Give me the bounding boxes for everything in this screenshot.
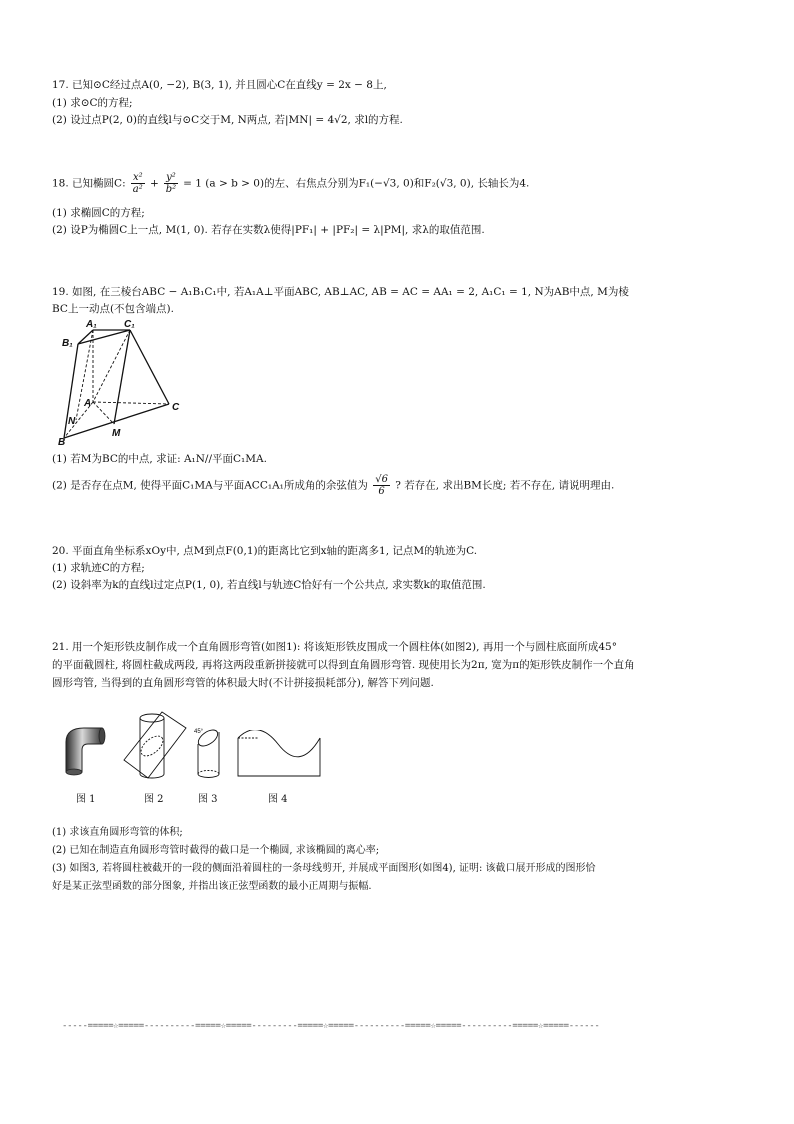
- frac-num: √6: [375, 474, 388, 485]
- q18-frac-x: [131, 172, 145, 195]
- q17-part2: (2) 设过点P(2, 0)的直线l与⊙C交于M, N两点, 若|MN| = 4√2, 求l的方程.: [52, 114, 403, 126]
- figure1-elbow-pipe: [60, 722, 106, 776]
- q21-stem-line1: 21. 用一个矩形铁皮制作成一个直角圆形弯管(如图1): 将该矩形铁皮围成一个圆柱体(如图2), 再用一个与圆柱底面所成45°: [52, 641, 617, 653]
- q18-stem: [52, 172, 529, 195]
- q20-stem: 20. 平面直角坐标系xOy中, 点M到点F(0,1)的距离比它到x轴的距离多1, 记点M的轨迹为C.: [52, 545, 478, 557]
- q18-part1: (1) 求椭圆C的方程;: [52, 207, 145, 219]
- label-c: C: [172, 402, 180, 413]
- label-c1: C₁: [124, 319, 135, 330]
- rectangle-sides: [238, 738, 320, 776]
- figure2-cut-cylinder: [122, 708, 188, 784]
- q21-stem-line2: 的平面截圆柱, 将圆柱截成两段, 再将这两段重新拼接就可以得到直角圆形弯管. 现使用长为2π, 宽为π的矩形铁皮制作一个直角: [52, 659, 635, 671]
- q19-stem-line1: 19. 如图, 在三棱台ABC − A₁B₁C₁中, 若A₁A⊥平面ABC, AB⊥AC, AB = AC = AA₁ = 2, A₁C₁ = 1, N为AB中点, M为棱: [52, 286, 629, 298]
- label-b1: B₁: [62, 338, 73, 349]
- frac-den: a²: [132, 184, 143, 195]
- label-b: B: [58, 437, 66, 446]
- q18-frac-y: [164, 172, 178, 195]
- q17-part1: (1) 求⊙C的方程;: [52, 97, 133, 109]
- base-back: [198, 771, 219, 775]
- q20-part2: (2) 设斜率为k的直线l过定点P(1, 0), 若直线l与轨迹C恰好有一个公共点, 求实数k的取值范围.: [52, 579, 486, 591]
- label-a1: A₁: [86, 319, 97, 330]
- edge-am: [93, 402, 114, 424]
- edge-c1m: [114, 330, 130, 424]
- q21-part3-line2: 好是某正弦型函数的部分图象, 并指出该正弦型函数的最小正周期与振幅.: [52, 881, 372, 892]
- frac-num: x²: [132, 172, 143, 183]
- q21-stem-line3: 圆形弯管, 当得到的直角圆形弯管的体积最大时(不计拼接损耗部分), 解答下列问题.: [52, 677, 434, 689]
- q17-stem: 17. 已知⊙C经过点A(0, −2), B(3, 1), 并且圆心C在直线y = 2x − 8上,: [52, 79, 387, 91]
- frustum-figure: [56, 316, 186, 446]
- sine-curve: [238, 730, 320, 757]
- q20-part1: (1) 求轨迹C的方程;: [52, 562, 145, 574]
- figure4-unrolled-surface: [236, 730, 322, 780]
- q19-part2: [52, 474, 614, 497]
- frac-den: b²: [165, 184, 177, 195]
- q21-part1: (1) 求该直角圆形弯管的体积;: [52, 827, 183, 838]
- edge-c1c: [130, 330, 169, 404]
- q21-part3-line1: (3) 如图3, 若将圆柱被截开的一段的侧面沿着圆柱的一条母线剪开, 并展成平面图形(如图4), 证明: 该截口展开形成的图形恰: [52, 863, 596, 874]
- label-a: A: [84, 398, 92, 409]
- q19-stem-line2: BC上一动点(不包含端点).: [52, 303, 174, 315]
- section-ellipse: [138, 732, 167, 759]
- q19-part1: (1) 若M为BC的中点, 求证: A₁N//平面C₁MA.: [52, 453, 267, 465]
- q19-frac: [373, 474, 390, 497]
- figure1-caption: 图 1: [76, 794, 96, 805]
- footer-divider: -----=====☆=====----------=====☆=====---------=====☆=====----------=====☆=====----------=====☆=====------: [62, 1021, 600, 1031]
- figure3-caption: 图 3: [198, 794, 218, 805]
- q18-stem-a: 18. 已知椭圆C:: [52, 177, 126, 190]
- base-front: [198, 774, 219, 778]
- q18-stem-b: = 1 (a > b > 0)的左、右焦点分别为F₁(−√3, 0)和F₂(√3, 0), 长轴长为4.: [183, 177, 530, 190]
- q19-part2-a: (2) 是否存在点M, 使得平面C₁MA与平面ACC₁A₁所成角的余弦值为: [52, 479, 368, 492]
- label-n: N: [68, 416, 76, 427]
- q21-part2: (2) 已知在制造直角圆形弯管时截得的截口是一个椭圆, 求该椭圆的离心率;: [52, 845, 380, 856]
- plus-sign: +: [149, 177, 159, 190]
- frac-num: y²: [166, 172, 176, 183]
- figure4-caption: 图 4: [268, 794, 288, 805]
- q19-part2-b: ? 若存在, 求出BM长度; 若不存在, 请说明理由.: [395, 479, 615, 492]
- label-m: M: [112, 428, 121, 439]
- cylinder-top: [140, 714, 164, 722]
- q18-part2: (2) 设P为椭圆C上一点, M(1, 0). 若存在实数λ使得|PF₁| + |PF₂| = λ|PM|, 求λ的取值范围.: [52, 224, 485, 236]
- frac-den: 6: [378, 486, 385, 497]
- figure2-caption: 图 2: [144, 794, 164, 805]
- edge-ac: [93, 402, 169, 404]
- figure3-truncated-cylinder: [192, 724, 226, 782]
- angle-label: 45°: [194, 729, 204, 735]
